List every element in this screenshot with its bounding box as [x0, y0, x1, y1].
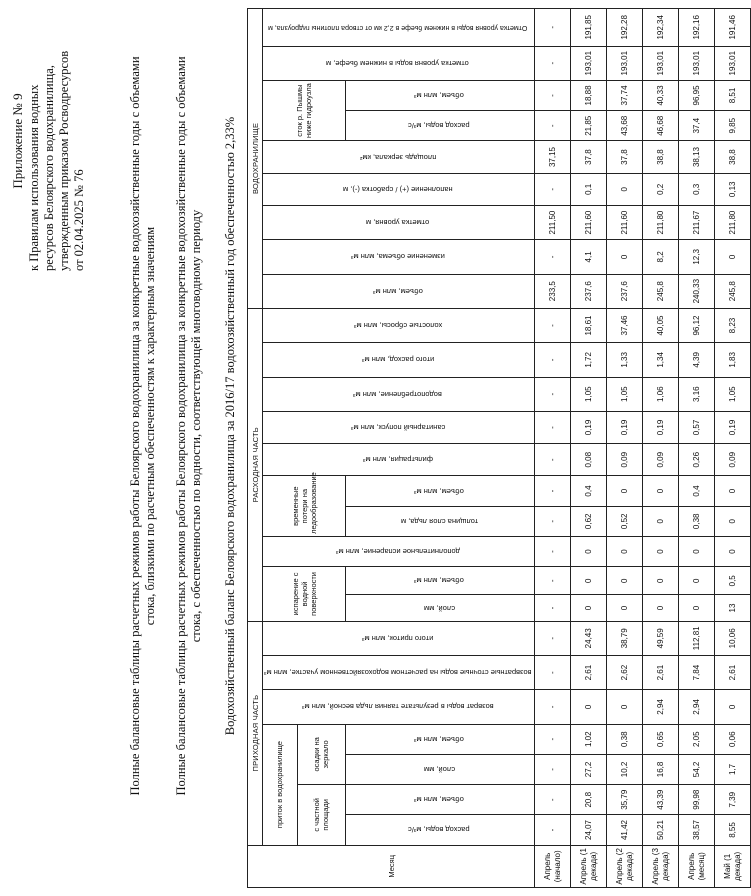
cell-vol: 237,6 — [607, 274, 643, 308]
row-month-label: Апрель (начало) — [535, 845, 571, 887]
cell-fill: - — [535, 173, 571, 205]
cell-total-out: 1,72 — [571, 343, 607, 377]
cell-p-v: 0,65 — [643, 724, 679, 754]
cell-p-mm: 10,2 — [607, 754, 643, 784]
cell-add-evap: 0 — [571, 536, 607, 566]
cell-idle: - — [535, 308, 571, 342]
cell-v-out: - — [535, 80, 571, 110]
cell-total-in: 38,79 — [607, 621, 643, 655]
cell-fill: 0,1 — [571, 173, 607, 205]
cell-lvl-down: - — [535, 46, 571, 80]
header-runoff-q: расход воды, м³/с — [408, 121, 471, 131]
cell-total-in: 24,43 — [571, 621, 607, 655]
cell-dvol: 0 — [607, 240, 643, 274]
cell-add-evap: 0 — [643, 536, 679, 566]
cell-area: 38,8 — [643, 141, 679, 173]
cell-p-mm: 16,8 — [643, 754, 679, 784]
header-area: площадь зеркала, км² — [359, 152, 436, 162]
cell-ice-mm: 0,62 — [571, 506, 607, 536]
cell-wastewater: 2,61 — [715, 655, 751, 689]
row-month-label: Апрель (3 декада) — [643, 845, 679, 887]
cell-ret: 0 — [715, 690, 751, 724]
cell-total-out: 4,39 — [679, 343, 715, 377]
cell-ice-v: 0,4 — [679, 476, 715, 506]
table-row — [607, 9, 643, 888]
header-ice-losses: временные потери на ледообразование — [263, 476, 346, 537]
cell-consump: 1,05 — [571, 377, 607, 411]
cell-idle: 18,61 — [571, 308, 607, 342]
cell-wastewater: 2,61 — [643, 655, 679, 689]
cell-fill: 0,3 — [679, 173, 715, 205]
cell-wastewater: 2,61 — [571, 655, 607, 689]
cell-ret: 0 — [571, 690, 607, 724]
cell-ev-v: 0 — [643, 567, 679, 595]
water-balance-table — [247, 8, 751, 888]
cell-lvl-down2: - — [535, 9, 571, 47]
cell-p-v: - — [535, 724, 571, 754]
cell-c-v: 20,8 — [571, 785, 607, 815]
cell-fill: 0 — [607, 173, 643, 205]
cell-q-out: 46,68 — [643, 111, 679, 141]
header-income-section: ПРИХОДНАЯ ЧАСТЬ — [248, 621, 263, 845]
header-downstream-runoff: сток р. Пышмы ниже гидроузла — [263, 80, 346, 141]
cell-p-v: 0,38 — [607, 724, 643, 754]
cell-q-out: 37,4 — [679, 111, 715, 141]
cell-c-v: 35,79 — [607, 785, 643, 815]
header-ice-thickness: толщина слоя льда, м — [400, 516, 478, 526]
cell-ice-v: 0 — [643, 476, 679, 506]
cell-c-q: 38,57 — [679, 815, 715, 845]
cell-ev-v: 0 — [607, 567, 643, 595]
appendix-line: от 02.04.2025 № 76 — [72, 169, 86, 271]
cell-consump: - — [535, 377, 571, 411]
cell-wastewater: 7,84 — [679, 655, 715, 689]
cell-wastewater: - — [535, 655, 571, 689]
cell-c-q: 50,21 — [643, 815, 679, 845]
cell-total-out: 1,34 — [643, 343, 679, 377]
cell-v-out: 8,51 — [715, 80, 751, 110]
header-total-in: итого приток, млн м³ — [362, 633, 434, 643]
cell-q-out: 43,68 — [607, 111, 643, 141]
header-volume-change: изменение объема, млн м³ — [350, 252, 445, 262]
header-idle-spill: холостые сбросы, млн м³ — [353, 321, 442, 331]
header-add-evap: дополнительное испарение, млн м³ — [335, 547, 460, 557]
cell-area: 38,13 — [679, 141, 715, 173]
cell-idle: 37,46 — [607, 308, 643, 342]
header-evap-mm: слой, мм — [423, 603, 455, 613]
cell-ice-v: 0 — [607, 476, 643, 506]
cell-total-in: 10,06 — [715, 621, 751, 655]
cell-consump: 1,06 — [643, 377, 679, 411]
cell-add-evap: 0 — [715, 536, 751, 566]
cell-sanit: 0,19 — [571, 411, 607, 443]
cell-v-out: 18,88 — [571, 80, 607, 110]
cell-consump: 1,05 — [715, 377, 751, 411]
cell-c-v: 7,39 — [715, 785, 751, 815]
cell-consump: 1,05 — [607, 377, 643, 411]
cell-sanit: 0,19 — [715, 411, 751, 443]
cell-ev-v: 0 — [571, 567, 607, 595]
table-body — [535, 9, 751, 888]
header-precip-v: объем, млн м³ — [414, 734, 465, 744]
cell-total-in: - — [535, 621, 571, 655]
cell-ret: - — [535, 690, 571, 724]
cell-ev-mm: 13 — [715, 595, 751, 621]
header-evaporation: испарение с водной поверхности — [263, 567, 346, 621]
cell-total-out: 1,33 — [607, 343, 643, 377]
header-filtration: фильтрация, млн м³ — [362, 455, 433, 465]
header-catchment-q: расход воды, м³/с — [408, 825, 471, 835]
cell-p-v: 1,02 — [571, 724, 607, 754]
cell-fill: 0,2 — [643, 173, 679, 205]
cell-c-v: - — [535, 785, 571, 815]
cell-filtr: 0,09 — [643, 444, 679, 476]
cell-ev-v: 0 — [679, 567, 715, 595]
cell-ice-mm: 0 — [715, 506, 751, 536]
header-ice-return: возврат воды в результате таяния льда весной, млн м³ — [301, 702, 494, 712]
header-total-out: итого расход, млн м³ — [361, 355, 434, 365]
cell-idle: 8,23 — [715, 308, 751, 342]
cell-ev-mm: 0 — [571, 595, 607, 621]
cell-p-v: 0,06 — [715, 724, 751, 754]
cell-q-out: 21,85 — [571, 111, 607, 141]
cell-filtr: - — [535, 444, 571, 476]
cell-q-out: - — [535, 111, 571, 141]
cell-p-mm: 1,7 — [715, 754, 751, 784]
cell-dvol: 4,1 — [571, 240, 607, 274]
table-caption: Водохозяйственный баланс Белоярского водохранилища за 2016/17 водохозяйственный год обеспеченностью 2,33% — [223, 116, 237, 736]
cell-area: 38,8 — [715, 141, 751, 173]
cell-ice-mm: - — [535, 506, 571, 536]
cell-vol: 240,33 — [679, 274, 715, 308]
cell-ev-v: 0,5 — [715, 567, 751, 595]
cell-add-evap: - — [535, 536, 571, 566]
appendix-title: Приложение № 9 — [10, 93, 25, 189]
appendix-line: утвержденным приказом Росводресурсов — [57, 50, 71, 271]
cell-p-mm: - — [535, 754, 571, 784]
cell-total-out: 1,83 — [715, 343, 751, 377]
cell-ev-v: - — [535, 567, 571, 595]
cell-lvl-down2: 191,85 — [571, 9, 607, 47]
cell-ice-mm: 0,38 — [679, 506, 715, 536]
cell-ret: 2,94 — [643, 690, 679, 724]
header-runoff-v: объем, млн м³ — [414, 90, 465, 100]
cell-total-in: 112,81 — [679, 621, 715, 655]
cell-add-evap: 0 — [607, 536, 643, 566]
header-volume: объем, млн м³ — [372, 286, 423, 296]
cell-idle: 40,05 — [643, 308, 679, 342]
cell-lvl-down: 193,01 — [715, 46, 751, 80]
header-downstream-level-2km: Отметка уровня воды в нижнем бьефе в 2,2 км от створа плотины гидроузла, м — [268, 24, 528, 32]
cell-ice-mm: 0,52 — [607, 506, 643, 536]
row-month-label: Апрель (месяц) — [679, 845, 715, 887]
cell-filtr: 0,09 — [607, 444, 643, 476]
cell-c-q: 8,55 — [715, 815, 751, 845]
appendix-block — [10, 11, 87, 271]
cell-fill: 0,13 — [715, 173, 751, 205]
row-month-label: Апрель (2 декада) — [607, 845, 643, 887]
cell-level: 211,80 — [715, 205, 751, 239]
cell-filtr: 0,26 — [679, 444, 715, 476]
cell-ev-mm: 0 — [679, 595, 715, 621]
cell-lvl-down: 193,01 — [571, 46, 607, 80]
cell-level: 211,50 — [535, 205, 571, 239]
row-month-label: Апрель (1 декада) — [571, 845, 607, 887]
header-downstream-level: отметка уровня воды в нижнем бьефе, м — [326, 58, 470, 68]
cell-idle: 96,12 — [679, 308, 715, 342]
cell-add-evap: 0 — [679, 536, 715, 566]
cell-area: 37,8 — [571, 141, 607, 173]
cell-ev-mm: - — [535, 595, 571, 621]
cell-sanit: 0,19 — [607, 411, 643, 443]
header-precipitation: осадки на зеркало — [297, 724, 345, 785]
cell-ev-mm: 0 — [643, 595, 679, 621]
cell-dvol: 12,3 — [679, 240, 715, 274]
cell-vol: 245,8 — [643, 274, 679, 308]
header-sanitary: санитарный попуск, млн м³ — [350, 422, 445, 432]
cell-level: 211,60 — [571, 205, 607, 239]
cell-total-out: - — [535, 343, 571, 377]
cell-area: 37,15 — [535, 141, 571, 173]
table-row — [535, 9, 571, 888]
appendix-line: к Правилам использования водных — [27, 84, 41, 271]
cell-sanit: - — [535, 411, 571, 443]
cell-lvl-down2: 192,28 — [607, 9, 643, 47]
cell-level: 211,67 — [679, 205, 715, 239]
cell-sanit: 0,57 — [679, 411, 715, 443]
cell-vol: 233,5 — [535, 274, 571, 308]
table-row — [643, 9, 679, 888]
cell-sanit: 0,19 — [643, 411, 679, 443]
header-fill: наполнение (+) / сработка (-), м — [342, 184, 453, 194]
cell-q-out: 9,85 — [715, 111, 751, 141]
cell-level: 211,80 — [643, 205, 679, 239]
cell-p-mm: 54,2 — [679, 754, 715, 784]
cell-p-mm: 27,2 — [571, 754, 607, 784]
cell-wastewater: 2,62 — [607, 655, 643, 689]
cell-c-v: 43,39 — [643, 785, 679, 815]
cell-dvol: 8,2 — [643, 240, 679, 274]
cell-lvl-down: 193,01 — [679, 46, 715, 80]
cell-ice-mm: 0 — [643, 506, 679, 536]
table-row — [715, 9, 751, 888]
header-catchment-v: объем, млн м³ — [414, 795, 465, 805]
cell-lvl-down2: 192,16 — [679, 9, 715, 47]
heading-sub: Полные балансовые таблицы расчетных режимов работы Белоярского водохранилища за конкретные водохозяйственные годы с объемами стока, с обеспеченностью по водности, соответствующей многоводному периоду — [174, 56, 203, 796]
cell-ev-mm: 0 — [607, 595, 643, 621]
cell-area: 37,8 — [607, 141, 643, 173]
table-row — [679, 9, 715, 888]
cell-lvl-down: 193,01 — [643, 46, 679, 80]
cell-filtr: 0,09 — [715, 444, 751, 476]
cell-dvol: - — [535, 240, 571, 274]
cell-lvl-down2: 192,34 — [643, 9, 679, 47]
cell-level: 211,60 — [607, 205, 643, 239]
cell-v-out: 37,74 — [607, 80, 643, 110]
appendix-line: ресурсов Белоярского водохранилища, — [42, 65, 56, 271]
header-wastewater: возвратные сточные воды на расчетном водохозяйственном участке, млн м³ — [264, 668, 532, 678]
header-month: Месяц — [248, 845, 535, 887]
row-month-label: Май (1 декада) — [715, 845, 751, 887]
cell-c-q: 41,42 — [607, 815, 643, 845]
cell-ice-v: 0,4 — [571, 476, 607, 506]
header-precip-mm: слой, мм — [423, 764, 455, 774]
cell-v-out: 96,95 — [679, 80, 715, 110]
cell-c-q: 24,07 — [571, 815, 607, 845]
cell-p-v: 2,05 — [679, 724, 715, 754]
cell-ret: 2,94 — [679, 690, 715, 724]
header-level: отметка уровня, м — [366, 218, 430, 228]
cell-ret: 0 — [607, 690, 643, 724]
header-evap-v: объем, млн м³ — [414, 576, 465, 586]
cell-vol: 245,8 — [715, 274, 751, 308]
cell-c-q: - — [535, 815, 571, 845]
heading-main: Полные балансовые таблицы расчетных режимов работы Белоярского водохранилища за конкретные водохозяйственные годы с объемами стока, близкими по расчетным обеспеченностям к характерным значениям — [128, 56, 157, 796]
header-reservoir-section: ВОДОХРАНИЛИЩЕ — [248, 9, 263, 309]
header-inflow: приток в водохранилище — [263, 724, 298, 845]
cell-lvl-down: 193,01 — [607, 46, 643, 80]
header-catchment: с частной площади — [297, 785, 345, 846]
table-row — [571, 9, 607, 888]
cell-filtr: 0,08 — [571, 444, 607, 476]
cell-dvol: 0 — [715, 240, 751, 274]
header-consumption: водопотребление, млн м³ — [353, 389, 443, 399]
header-ice-volume: объем, млн м³ — [414, 486, 465, 496]
cell-v-out: 40,33 — [643, 80, 679, 110]
cell-consump: 3,16 — [679, 377, 715, 411]
cell-ice-v: 0 — [715, 476, 751, 506]
cell-lvl-down2: 191,46 — [715, 9, 751, 47]
cell-c-v: 99,98 — [679, 785, 715, 815]
cell-total-in: 49,59 — [643, 621, 679, 655]
cell-vol: 237,6 — [571, 274, 607, 308]
header-expense-section: РАСХОДНАЯ ЧАСТЬ — [248, 308, 263, 621]
cell-ice-v: - — [535, 476, 571, 506]
